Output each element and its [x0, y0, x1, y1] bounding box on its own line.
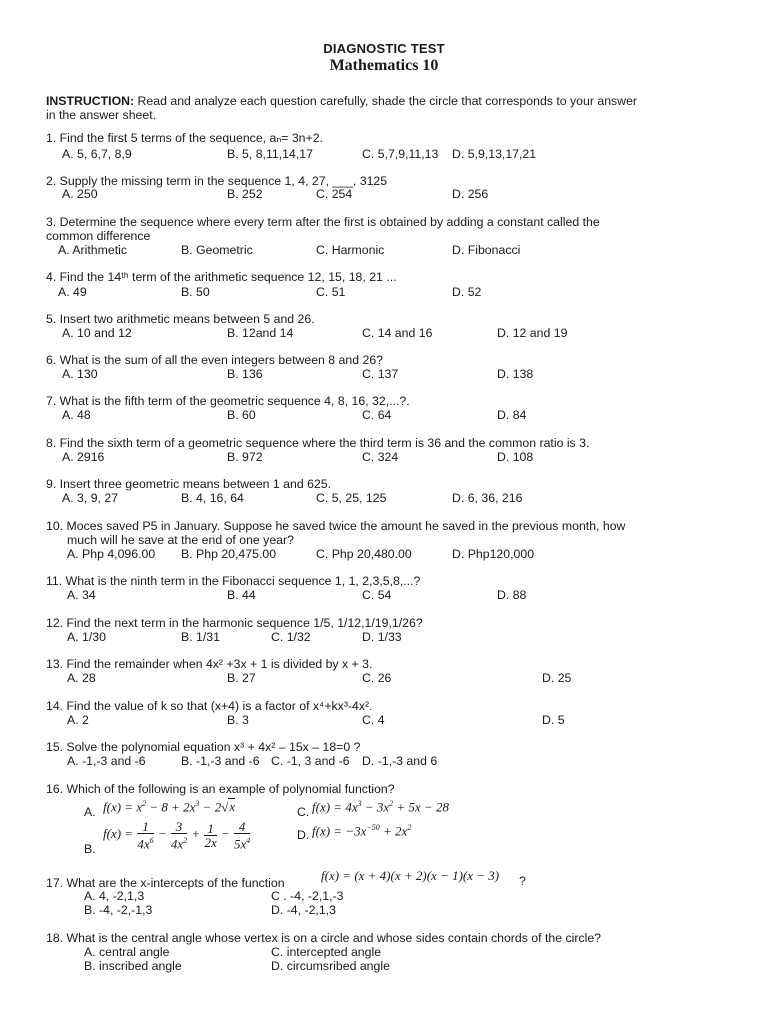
q5-choice-c: C. 14 and 16	[362, 326, 433, 340]
q17-choice-c: C . -4, -2,1,-3	[271, 889, 344, 903]
q9-choice-b: B. 4, 16, 64	[181, 491, 244, 505]
q16-ea-t1: x	[136, 799, 143, 815]
q16-choice-b: B.	[84, 842, 96, 856]
q12-choice-b: B. 1/31	[181, 630, 220, 644]
q10-choice-a: A. Php 4,096.00	[67, 547, 156, 561]
q16-ec-exp2: 2	[389, 799, 394, 808]
operator: −	[157, 826, 167, 842]
q16-ed-t2: + 2x	[379, 823, 408, 839]
q3-choice-a: A. Arithmetic	[58, 243, 128, 257]
question-10-stem-line-1: 10. Moces saved P5 in January. Suppose he saved twice the amount he saved in the previous month, how	[46, 519, 626, 533]
q15-choice-c: C. -1, 3 and -6	[271, 754, 350, 768]
question-11-stem: 11. What is the ninth term in the Fibonacci sequence 1, 1, 2,3,5,8,...?	[46, 574, 421, 588]
q11-choice-a: A. 34	[67, 588, 96, 602]
q11-choice-d: D. 88	[497, 588, 527, 602]
question-15-stem: 15. Solve the polynomial equation x³ + 4x² – 15x – 18=0 ?	[46, 740, 361, 754]
q6-choice-b: B. 136	[227, 367, 263, 381]
q16-expression-d	[312, 821, 411, 838]
q18-choice-a: A. central angle	[84, 945, 170, 959]
q13-choice-a: A. 28	[67, 671, 96, 685]
q16-choice-d: D.	[297, 828, 310, 842]
q1-choice-b: B. 5, 8,11,14,17	[227, 147, 313, 161]
q16-ed-t1: −3x	[345, 823, 367, 839]
fraction	[137, 820, 153, 850]
q10-choice-b: B. Php 20,475.00	[181, 547, 277, 561]
numerator: 1	[204, 822, 216, 836]
operator: +	[191, 826, 201, 842]
q16-fx-b: f(x) =	[103, 826, 134, 842]
q17-question-mark: ?	[519, 874, 526, 888]
q16-ea-exp2: 3	[195, 799, 200, 808]
q8-choice-b: B. 972	[227, 450, 263, 464]
operator: −	[220, 826, 230, 842]
q6-choice-d: D. 138	[497, 367, 534, 381]
q14-choice-b: B. 3	[227, 713, 249, 727]
q17-function-expression: f(x) = (x + 4)(x + 2)(x − 1)(x − 3)	[321, 868, 500, 883]
q4-choice-d: D. 52	[452, 285, 482, 299]
question-12-stem: 12. Find the next term in the harmonic sequence 1/5, 1/12,1/19,1/26?	[46, 616, 423, 630]
q18-choice-b: B. inscribed angle	[84, 959, 182, 973]
q4-choice-c: C. 51	[316, 285, 346, 299]
q4-choice-a: A. 49	[58, 285, 87, 299]
q2-choice-a: A. 250	[62, 187, 98, 201]
q16-ea-radicand: x	[229, 799, 236, 815]
question-4-stem: 4. Find the 14ᵗʰ term of the arithmetic sequence 12, 15, 18, 21 ...	[46, 270, 397, 284]
q7-choice-a: A. 48	[62, 408, 91, 422]
question-6-stem: 6. What is the sum of all the even integers between 8 and 26?	[46, 353, 384, 367]
q1-choice-d: D. 5,9,13,17,21	[452, 147, 537, 161]
question-17-stem: 17. What are the x-intercepts of the function	[46, 876, 285, 890]
instruction-text: Read and analyze each question carefully, shade the circle that corresponds to your answer	[137, 94, 637, 108]
q10-choice-c: C. Php 20,480.00	[316, 547, 412, 561]
q16-fx-c: f(x) =	[312, 799, 343, 815]
denominator	[171, 834, 187, 850]
instruction-label: INSTRUCTION:	[46, 94, 135, 108]
q14-choice-c: C. 4	[362, 713, 385, 727]
q6-choice-a: A. 130	[62, 367, 98, 381]
q9-choice-a: A. 3, 9, 27	[62, 491, 119, 505]
q3-choice-d: D. Fibonacci	[452, 243, 521, 257]
question-7-stem: 7. What is the fifth term of the geometric sequence 4, 8, 16, 32,...?.	[46, 394, 410, 408]
q17-choice-d: D. -4, -2,1,3	[271, 903, 336, 917]
q8-choice-a: A. 2916	[62, 450, 105, 464]
q4-choice-b: B. 50	[181, 285, 210, 299]
q5-choice-a: A. 10 and 12	[62, 326, 132, 340]
q16-ed-exp1: −50	[366, 823, 380, 832]
denominator	[234, 834, 250, 850]
q17-choice-b: B. -4, -2,-1,3	[84, 903, 153, 917]
q9-choice-d: D. 6, 36, 216	[452, 491, 523, 505]
den-base: 4x	[170, 836, 184, 852]
den-base: 4x	[137, 836, 150, 852]
q8-choice-c: C. 324	[362, 450, 399, 464]
q14-choice-a: A. 2	[67, 713, 89, 727]
q16-expression-a	[103, 797, 235, 814]
question-3-stem-line-1: 3. Determine the sequence where every term after the first is obtained by adding a constant called the	[46, 215, 600, 229]
q16-ed-exp2: 2	[407, 823, 412, 832]
q3-choice-b: B. Geometric	[181, 243, 253, 257]
q13-choice-d: D. 25	[542, 671, 572, 685]
q16-ec-exp1: 3	[357, 799, 362, 808]
instruction-line-2: in the answer sheet.	[46, 108, 157, 122]
q11-choice-b: B. 44	[227, 588, 256, 602]
question-1-stem: 1. Find the first 5 terms of the sequence, aₙ= 3n+2.	[46, 131, 323, 145]
q1-choice-a: A. 5, 6,7, 8,9	[62, 147, 132, 161]
q12-choice-a: A. 1/30	[67, 630, 106, 644]
den-exp: 6	[149, 836, 154, 845]
test-title: DIAGNOSTIC TEST	[323, 41, 445, 56]
q10-choice-d: D. Php120,000	[452, 547, 535, 561]
q18-choice-d: D. circumsribed angle	[271, 959, 390, 973]
q15-choice-a: A. -1,-3 and -6	[67, 754, 146, 768]
q5-choice-d: D. 12 and 19	[497, 326, 568, 340]
q15-choice-b: B. -1,-3 and -6	[181, 754, 260, 768]
denominator	[137, 834, 153, 850]
q14-choice-d: D. 5	[542, 713, 565, 727]
q9-choice-c: C. 5, 25, 125	[316, 491, 387, 505]
question-8-stem: 8. Find the sixth term of a geometric sequence where the third term is 36 and the common ratio is 3.	[46, 436, 590, 450]
fraction	[171, 820, 187, 850]
question-18-stem: 18. What is the central angle whose vertex is on a circle and whose sides contain chords of the circle?	[46, 931, 602, 945]
q16-ec-t3: + 5x − 28	[393, 799, 449, 815]
q16-expression-b	[103, 820, 251, 850]
numerator: 3	[171, 820, 187, 834]
q16-ec-t1: 4x	[345, 799, 358, 815]
question-9-stem: 9. Insert three geometric means between 1 and 625.	[46, 477, 332, 491]
question-2-stem: 2. Supply the missing term in the sequence 1, 4, 27, ___, 3125	[46, 174, 388, 188]
q16-ea-t3: − 2	[199, 799, 222, 815]
q16-fx-a: f(x) =	[103, 799, 134, 815]
q7-choice-b: B. 60	[227, 408, 256, 422]
numerator: 1	[137, 820, 153, 834]
q2-choice-d: D. 256	[452, 187, 489, 201]
question-13-stem: 13. Find the remainder when 4x² +3x + 1 is divided by x + 3.	[46, 657, 373, 671]
q5-choice-b: B. 12and 14	[227, 326, 294, 340]
q13-choice-b: B. 27	[227, 671, 256, 685]
q3-choice-c: C. Harmonic	[316, 243, 385, 257]
instruction-line-1	[46, 94, 637, 108]
fraction	[204, 822, 216, 849]
numerator: 4	[234, 820, 250, 834]
q8-choice-d: D. 108	[497, 450, 534, 464]
question-5-stem: 5. Insert two arithmetic means between 5 and 26.	[46, 312, 315, 326]
question-16-stem: 16. Which of the following is an example of polynomial function?	[46, 782, 395, 796]
q17-choice-a: A. 4, -2,1,3	[84, 889, 145, 903]
q6-choice-c: C. 137	[362, 367, 399, 381]
fraction	[234, 820, 250, 850]
q2-choice-b: B. 252	[227, 187, 263, 201]
q16-choice-c: C.	[297, 805, 310, 819]
q16-ec-t2: − 3x	[361, 799, 390, 815]
den-exp: 4	[246, 836, 251, 845]
test-subtitle: Mathematics 10	[329, 57, 439, 74]
q16-ea-exp1: 2	[142, 799, 147, 808]
q18-choice-c: C. intercepted angle	[271, 945, 382, 959]
question-14-stem: 14. Find the value of k so that (x+4) is a factor of x⁴+kx³-4x².	[46, 699, 373, 713]
radical-sign: √	[221, 799, 229, 815]
q15-choice-d: D. -1,-3 and 6	[362, 754, 438, 768]
q12-choice-d: D. 1/33	[362, 630, 402, 644]
question-3-stem-line-2: common difference	[46, 229, 151, 243]
q16-choice-a: A.	[84, 805, 96, 819]
question-10-stem-line-2: much will he save at the end of one year?	[67, 533, 294, 547]
q16-expression-c	[312, 797, 449, 814]
q16-fx-d: f(x) =	[312, 823, 343, 839]
q1-choice-c: C. 5,7,9,11,13	[362, 147, 439, 161]
denominator: 2x	[204, 834, 217, 850]
den-base: 5x	[234, 836, 247, 852]
q7-choice-c: C. 64	[362, 408, 392, 422]
q11-choice-c: C. 54	[362, 588, 392, 602]
q12-choice-c: C. 1/32	[271, 630, 311, 644]
den-exp: 2	[183, 836, 188, 845]
q16-ea-t2: − 8 + 2x	[146, 799, 196, 815]
q2-choice-c: C. 254	[316, 187, 353, 201]
q7-choice-d: D. 84	[497, 408, 527, 422]
q13-choice-c: C. 26	[362, 671, 392, 685]
